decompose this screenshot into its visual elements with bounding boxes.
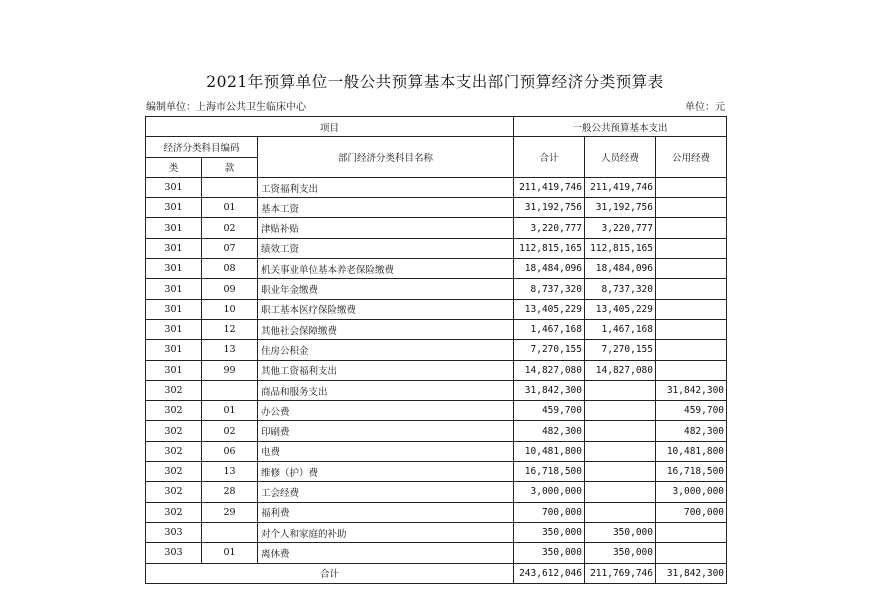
cell-personnel: 14,827,080 <box>585 360 656 380</box>
cell-item: 99 <box>202 360 258 380</box>
grand-total-public: 31,842,300 <box>656 563 727 583</box>
cell-public: 16,718,500 <box>656 462 727 482</box>
cell-item: 01 <box>202 198 258 218</box>
cell-public <box>656 522 727 542</box>
cell-name: 对个人和家庭的补助 <box>258 522 514 542</box>
cell-name: 机关事业单位基本养老保险缴费 <box>258 259 514 279</box>
cell-item: 02 <box>202 218 258 238</box>
cell-personnel: 3,220,777 <box>585 218 656 238</box>
cell-item: 09 <box>202 279 258 299</box>
table-row <box>146 340 727 360</box>
cell-class: 303 <box>146 543 202 563</box>
cell-name: 职业年金缴费 <box>258 279 514 299</box>
cell-total: 700,000 <box>514 502 585 522</box>
table-row <box>146 421 727 441</box>
cell-item: 13 <box>202 462 258 482</box>
cell-name: 办公费 <box>258 401 514 421</box>
cell-personnel <box>585 482 656 502</box>
cell-public <box>656 340 727 360</box>
page-title: 2021年预算单位一般公共预算基本支出部门预算经济分类预算表 <box>206 73 664 91</box>
cell-public <box>656 543 727 563</box>
cell-personnel: 1,467,168 <box>585 319 656 339</box>
cell-personnel <box>585 441 656 461</box>
cell-public <box>656 218 727 238</box>
cell-personnel <box>585 421 656 441</box>
cell-personnel: 18,484,096 <box>585 259 656 279</box>
table-row <box>146 482 727 502</box>
table-row <box>146 401 727 421</box>
cell-public: 459,700 <box>656 401 727 421</box>
cell-class: 302 <box>146 462 202 482</box>
cell-name: 印刷费 <box>258 421 514 441</box>
grand-total-personnel: 211,769,746 <box>585 563 656 583</box>
header-personnel: 人员经费 <box>585 137 656 178</box>
cell-public <box>656 177 727 197</box>
cell-personnel: 8,737,320 <box>585 279 656 299</box>
cell-class: 302 <box>146 441 202 461</box>
cell-item: 02 <box>202 421 258 441</box>
header-general-budget: 一般公共预算基本支出 <box>514 117 727 137</box>
table-row <box>146 218 727 238</box>
header-econ-code: 经济分类科目编码 <box>146 137 258 157</box>
cell-class: 301 <box>146 299 202 319</box>
header-name: 部门经济分类科目名称 <box>258 137 514 178</box>
cell-name: 其他工资福利支出 <box>258 360 514 380</box>
cell-public <box>656 279 727 299</box>
cell-class: 302 <box>146 482 202 502</box>
cell-class: 301 <box>146 218 202 238</box>
table-row <box>146 319 727 339</box>
cell-item: 08 <box>202 259 258 279</box>
cell-name: 维修（护）费 <box>258 462 514 482</box>
cell-public <box>656 360 727 380</box>
cell-class: 301 <box>146 177 202 197</box>
grand-total: 243,612,046 <box>514 563 585 583</box>
cell-total: 3,000,000 <box>514 482 585 502</box>
cell-item: 10 <box>202 299 258 319</box>
cell-name: 其他社会保障缴费 <box>258 319 514 339</box>
cell-total: 7,270,155 <box>514 340 585 360</box>
cell-name: 离休费 <box>258 543 514 563</box>
cell-personnel: 13,405,229 <box>585 299 656 319</box>
table-row <box>146 198 727 218</box>
cell-item: 06 <box>202 441 258 461</box>
cell-total: 8,737,320 <box>514 279 585 299</box>
cell-class: 301 <box>146 340 202 360</box>
cell-class: 301 <box>146 279 202 299</box>
cell-personnel: 31,192,756 <box>585 198 656 218</box>
table-row <box>146 380 727 400</box>
cell-public <box>656 319 727 339</box>
cell-class: 301 <box>146 259 202 279</box>
cell-total: 13,405,229 <box>514 299 585 319</box>
currency-unit: 单位：元 <box>685 102 725 113</box>
cell-name: 工资福利支出 <box>258 177 514 197</box>
cell-name: 商品和服务支出 <box>258 380 514 400</box>
table-row <box>146 502 727 522</box>
cell-public: 3,000,000 <box>656 482 727 502</box>
cell-item: 01 <box>202 401 258 421</box>
cell-class: 301 <box>146 238 202 258</box>
cell-personnel <box>585 502 656 522</box>
cell-personnel: 211,419,746 <box>585 177 656 197</box>
cell-name: 电费 <box>258 441 514 461</box>
table-row <box>146 462 727 482</box>
cell-personnel: 112,815,165 <box>585 238 656 258</box>
cell-total: 1,467,168 <box>514 319 585 339</box>
table-row <box>146 259 727 279</box>
cell-public: 700,000 <box>656 502 727 522</box>
cell-personnel <box>585 462 656 482</box>
cell-name: 津贴补贴 <box>258 218 514 238</box>
cell-personnel <box>585 401 656 421</box>
cell-item: 07 <box>202 238 258 258</box>
cell-name: 绩效工资 <box>258 238 514 258</box>
table-row <box>146 441 727 461</box>
cell-item <box>202 177 258 197</box>
table-row <box>146 279 727 299</box>
total-label: 合计 <box>146 563 514 583</box>
cell-personnel <box>585 380 656 400</box>
cell-item: 01 <box>202 543 258 563</box>
cell-total: 350,000 <box>514 543 585 563</box>
header-item: 款 <box>202 157 258 177</box>
cell-total: 211,419,746 <box>514 177 585 197</box>
cell-class: 301 <box>146 360 202 380</box>
table-row <box>146 238 727 258</box>
cell-total: 18,484,096 <box>514 259 585 279</box>
cell-class: 302 <box>146 421 202 441</box>
cell-name: 工会经费 <box>258 482 514 502</box>
cell-name: 福利费 <box>258 502 514 522</box>
cell-name: 职工基本医疗保险缴费 <box>258 299 514 319</box>
table-row <box>146 543 727 563</box>
cell-public <box>656 238 727 258</box>
cell-item: 13 <box>202 340 258 360</box>
cell-personnel: 7,270,155 <box>585 340 656 360</box>
table-row <box>146 299 727 319</box>
cell-public: 482,300 <box>656 421 727 441</box>
cell-class: 302 <box>146 380 202 400</box>
cell-public <box>656 259 727 279</box>
cell-total: 350,000 <box>514 522 585 542</box>
budget-table <box>145 116 727 584</box>
cell-item <box>202 380 258 400</box>
cell-class: 302 <box>146 401 202 421</box>
cell-public: 31,842,300 <box>656 380 727 400</box>
cell-class: 301 <box>146 319 202 339</box>
cell-total: 16,718,500 <box>514 462 585 482</box>
cell-personnel: 350,000 <box>585 543 656 563</box>
cell-total: 112,815,165 <box>514 238 585 258</box>
cell-name: 住房公积金 <box>258 340 514 360</box>
cell-total: 31,842,300 <box>514 380 585 400</box>
cell-public: 10,481,800 <box>656 441 727 461</box>
cell-item <box>202 522 258 542</box>
total-row <box>146 563 727 583</box>
cell-total: 482,300 <box>514 421 585 441</box>
header-class: 类 <box>146 157 202 177</box>
cell-item: 28 <box>202 482 258 502</box>
header-public: 公用经费 <box>656 137 727 178</box>
cell-item: 29 <box>202 502 258 522</box>
cell-total: 459,700 <box>514 401 585 421</box>
cell-class: 302 <box>146 502 202 522</box>
cell-total: 3,220,777 <box>514 218 585 238</box>
cell-total: 31,192,756 <box>514 198 585 218</box>
table-row <box>146 360 727 380</box>
cell-total: 14,827,080 <box>514 360 585 380</box>
cell-personnel: 350,000 <box>585 522 656 542</box>
cell-public <box>656 198 727 218</box>
cell-class: 303 <box>146 522 202 542</box>
table-row <box>146 522 727 542</box>
cell-total: 10,481,800 <box>514 441 585 461</box>
table-row <box>146 177 727 197</box>
header-total: 合计 <box>514 137 585 178</box>
cell-item: 12 <box>202 319 258 339</box>
cell-name: 基本工资 <box>258 198 514 218</box>
table-body <box>146 177 727 583</box>
header-project: 项目 <box>146 117 514 137</box>
cell-public <box>656 299 727 319</box>
compiling-unit: 编制单位：上海市公共卫生临床中心 <box>146 102 306 113</box>
cell-class: 301 <box>146 198 202 218</box>
